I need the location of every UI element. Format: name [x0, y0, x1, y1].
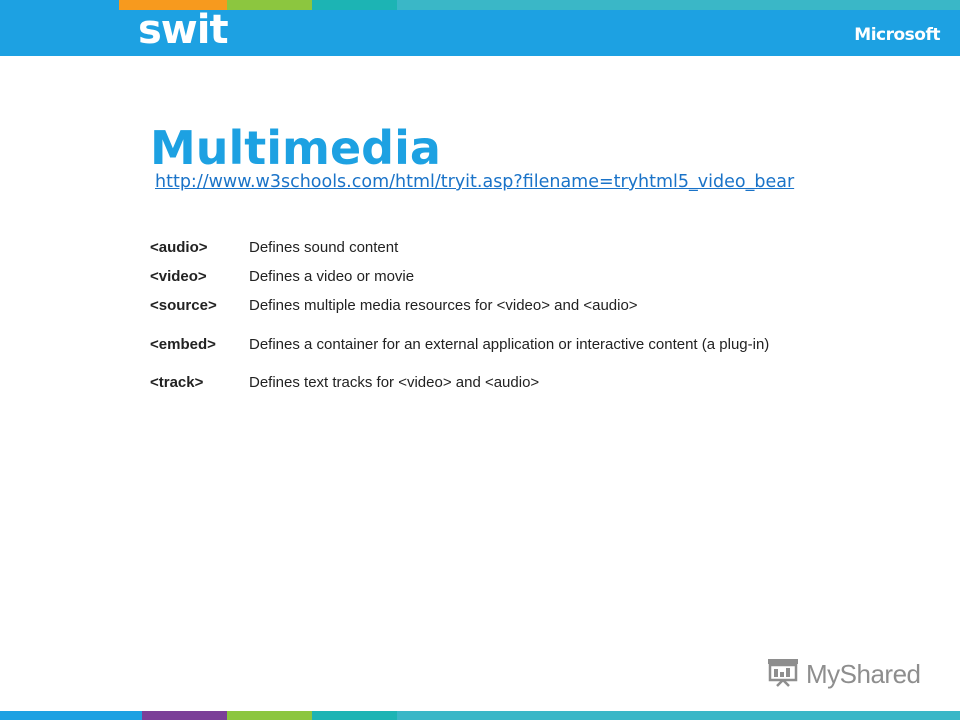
tag-name: <embed>	[150, 335, 216, 353]
source-link[interactable]: http://www.w3schools.com/html/tryit.asp?filename=tryhtml5_video_bear	[155, 172, 795, 192]
myshared-watermark	[766, 657, 921, 691]
presentation-icon	[766, 657, 800, 691]
tag-description: Defines multiple media resources for <video> and <audio>	[249, 297, 638, 314]
tag-name: <track>	[150, 374, 204, 391]
strip-segment-blue	[0, 0, 119, 10]
strip-segment-green	[227, 0, 312, 10]
strip-segment-blue	[0, 711, 142, 720]
strip-segment-teal	[312, 711, 397, 720]
tag-description: Defines a video or movie	[249, 268, 415, 285]
strip-segment-teal	[312, 0, 397, 10]
strip-segment-purple	[142, 711, 227, 720]
table-row	[150, 233, 870, 262]
bottom-color-strip	[0, 711, 960, 720]
tag-name: <source>	[150, 297, 217, 314]
tag-table	[150, 233, 870, 397]
microsoft-logo: Microsoft	[854, 25, 940, 45]
strip-segment-cyan	[397, 711, 960, 720]
tag-description: Defines sound content	[249, 239, 399, 256]
table-row	[150, 320, 870, 368]
header-bar	[0, 7, 960, 56]
watermark-text: MyShared	[806, 658, 921, 689]
page-title: Multimedia	[150, 121, 441, 175]
tag-description: Defines a container for an external application or interactive content (a plug-in)	[249, 335, 770, 353]
tag-name: <video>	[150, 268, 207, 285]
tag-description: Defines text tracks for <video> and <audio>	[249, 374, 540, 391]
strip-segment-green	[227, 711, 312, 720]
table-row	[150, 368, 870, 397]
table-row	[150, 262, 870, 291]
table-row	[150, 291, 870, 320]
strip-segment-cyan	[397, 0, 960, 10]
brand-logo: swit	[138, 7, 228, 53]
tag-name: <audio>	[150, 239, 208, 256]
